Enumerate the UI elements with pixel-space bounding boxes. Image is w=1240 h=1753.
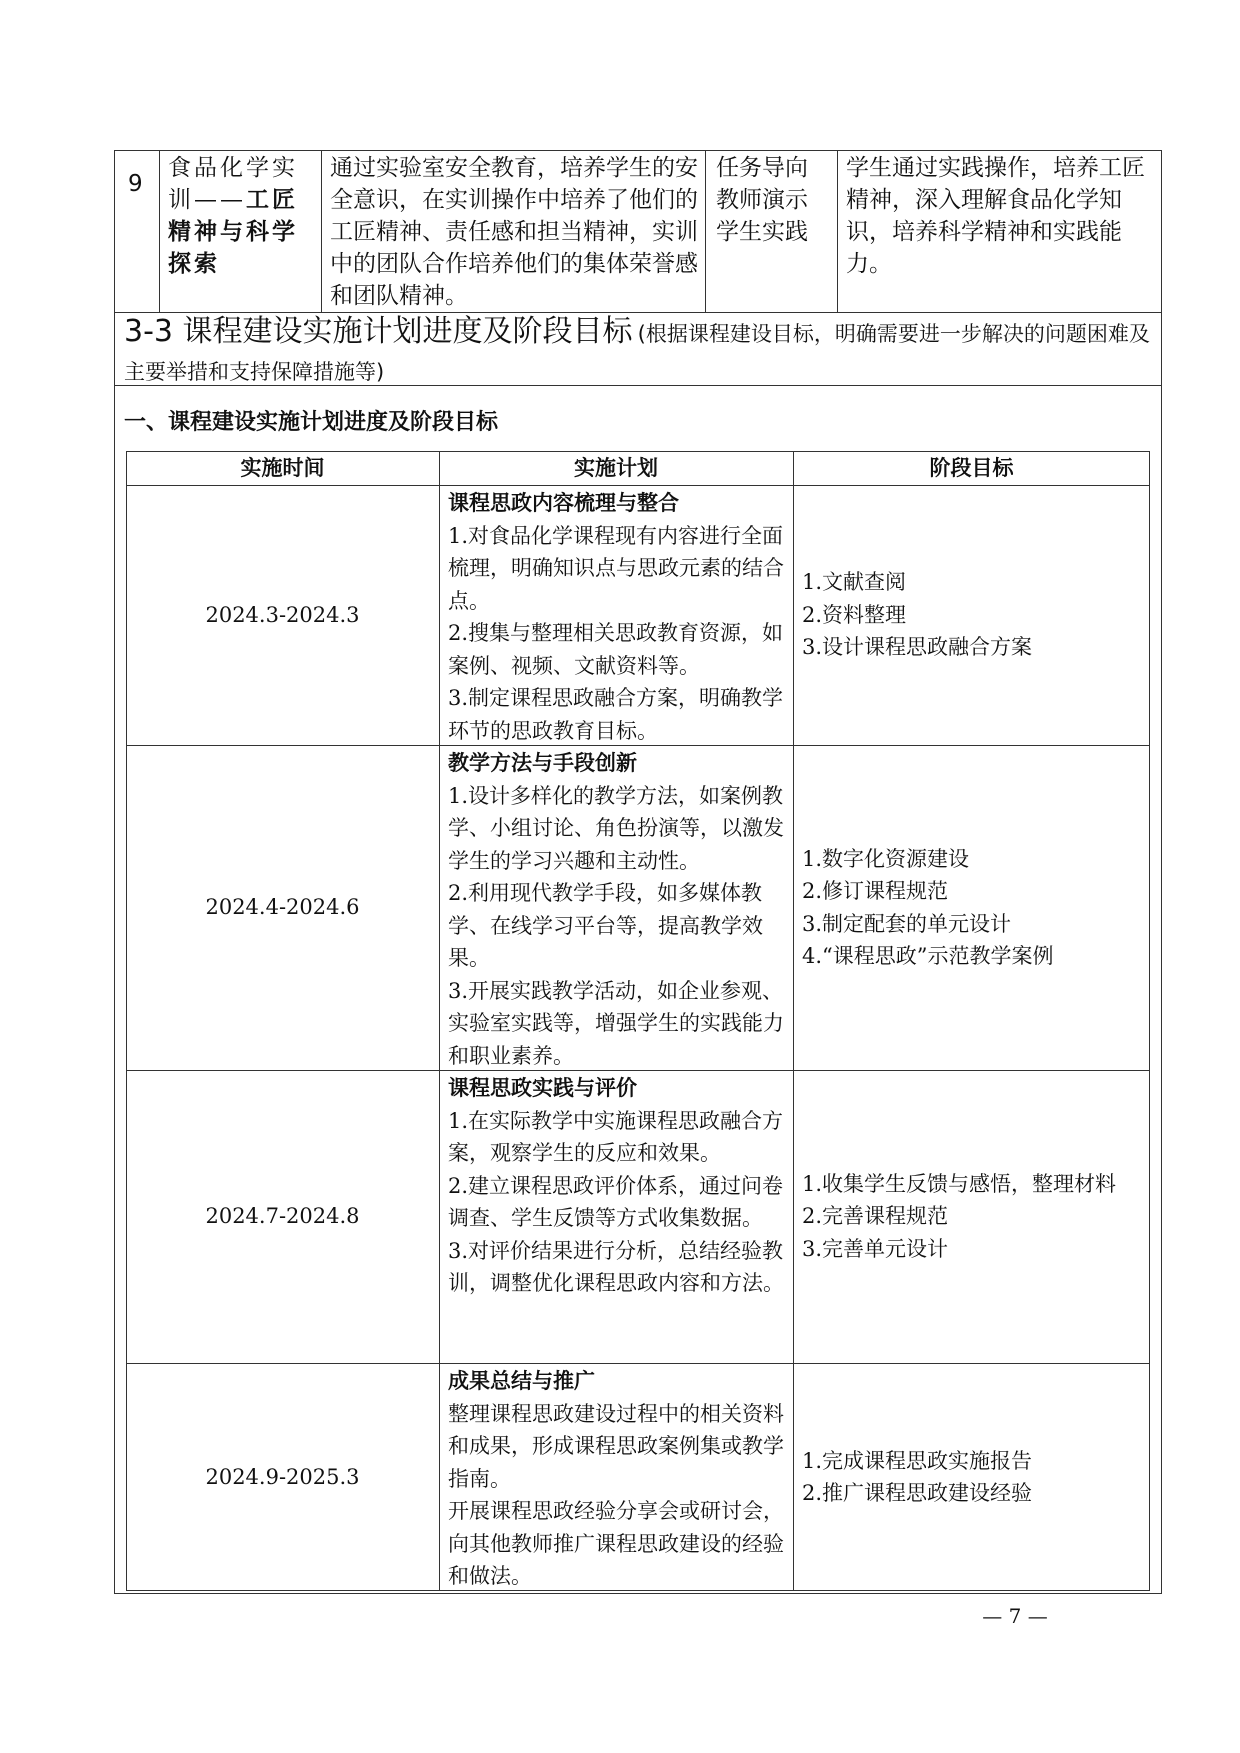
row-time: 2024.7-2024.8	[205, 1204, 360, 1229]
row-number: 9	[128, 171, 143, 197]
row-methods: 任务导向 教师演示 学生实践	[716, 155, 808, 245]
section-heading: 3-3 课程建设实施计划进度及阶段目标 (根据课程建设目标，明确需要进一步解决的问题困难及主要举措和支持保障措施等)	[124, 314, 1150, 384]
row-goals: 1.数字化资源建设 2.修订课程规范 3.制定配套的单元设计 4.“课程思政”示范教学案例	[802, 846, 1054, 968]
subheading: 一、课程建设实施计划进度及阶段目标	[124, 410, 499, 435]
header-plan: 实施计划	[574, 455, 658, 480]
header-time: 实施时间	[240, 455, 325, 480]
row-plan: 成果总结与推广 整理课程思政建设过程中的相关资料和成果，形成课程思政案例集或教学指南。 开展课程思政经验分享会或研讨会，向其他教师推广课程思政建设的经验和做法。	[448, 1369, 784, 1588]
row-title: 食品化学实训——工匠精神与科学探索	[168, 155, 298, 277]
row-time: 2024.9-2025.3	[205, 1464, 360, 1489]
row-plan: 课程思政内容梳理与整合 1.对食品化学课程现有内容进行全面梳理，明确知识点与思政元素的结合点。 2.搜集与整理相关思政教育资源，如案例、视频、文献资料等。 3.制定课程思政融合方案，明确教学环节的思政教育目标。	[448, 491, 784, 743]
header-goal: 阶段目标	[929, 455, 1014, 480]
row-time: 2024.3-2024.3	[205, 602, 360, 627]
row-plan: 课程思政实践与评价 1.在实际教学中实施课程思政融合方案，观察学生的反应和效果。 2.建立课程思政评价体系，通过问卷调查、学生反馈等方式收集数据。 3.对评价结果进行分析，总结经验教训，调整优化课程思政内容和方法。	[448, 1076, 784, 1295]
page-number: — 7 —	[982, 1604, 1048, 1628]
row-goals: 1.收集学生反馈与感悟，整理材料 2.完善课程规范 3.完善单元设计	[802, 1171, 1117, 1261]
row-goals: 1.完成课程思政实施报告 2.推广课程思政建设经验	[802, 1448, 1033, 1505]
row-goals: 1.文献查阅 2.资料整理 3.设计课程思政融合方案	[802, 570, 1033, 660]
row-content: 通过实验室安全教育，培养学生的安全意识，在实训操作中培养了他们的工匠精神、责任感和担当精神，实训中的团队合作培养他们的集体荣誉感和团队精神。	[330, 155, 698, 309]
row-plan: 教学方法与手段创新 1.设计多样化的教学方法，如案例教学、小组讨论、角色扮演等，以激发学生的学习兴趣和主动性。 2.利用现代教学手段，如多媒体教学、在线学习平台等，提高教学效果。 3.开展实践教学活动，如企业参观、实验室实践等，增强学生的实践能力和职业素养。	[448, 751, 784, 1068]
row-outcome: 学生通过实践操作，培养工匠精神，深入理解食品化学知识，培养科学精神和实践能力。	[846, 155, 1145, 277]
row-time: 2024.4-2024.6	[205, 895, 360, 920]
